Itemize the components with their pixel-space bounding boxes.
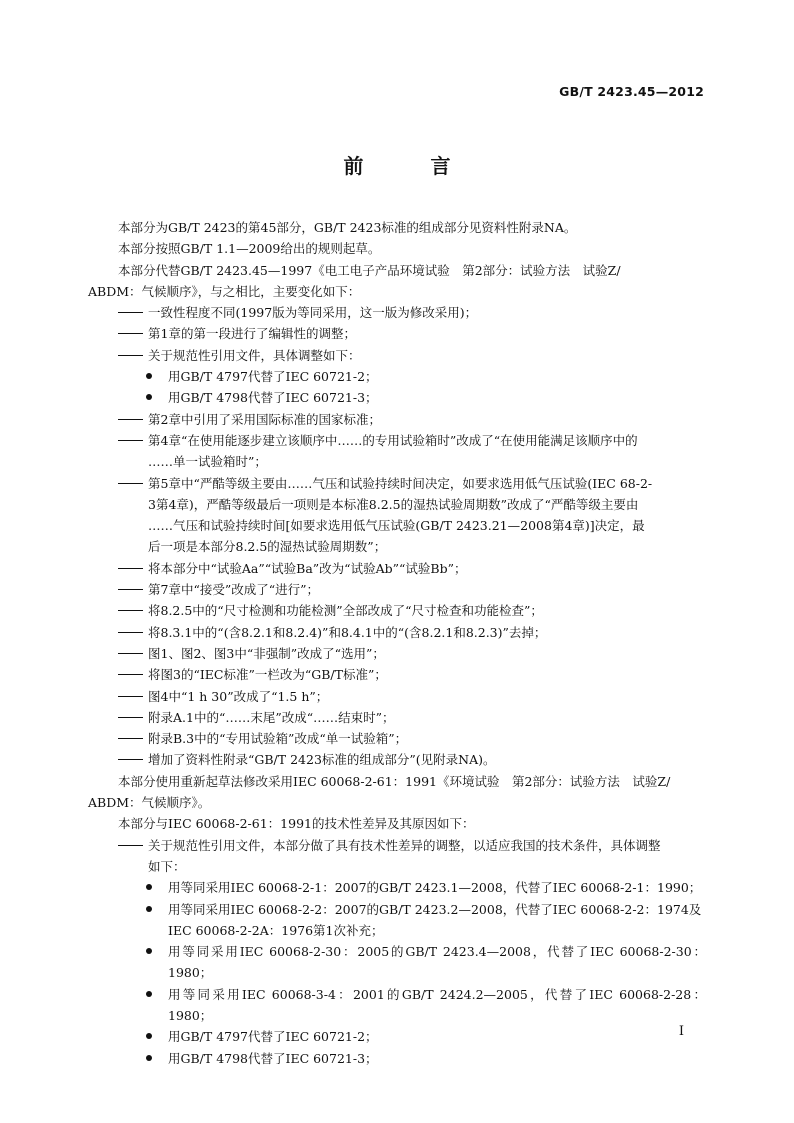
bullet-item: 用等同采用IEC 60068-2-30：2005的GB/T 2423.4—2008，代替了IEC 60068-2-30：1980；	[118, 941, 706, 984]
bullet-item: 用GB/T 4798代替了IEC 60721-3；	[118, 387, 706, 408]
bullet-item: 用GB/T 4798代替了IEC 60721-3；	[118, 1048, 706, 1069]
change-item: 增加了资料性附录“GB/T 2423标准的组成部分”(见附录NA)。	[118, 749, 706, 770]
change-item: 第7章中“接受”改成了“进行”；	[118, 579, 706, 600]
paragraph-drafting-rules: 本部分按照GB/T 1.1—2009给出的规则起草。	[118, 241, 381, 257]
bullet-dot-icon	[146, 373, 152, 379]
bullet-dot-icon	[146, 884, 152, 890]
bullet-item: 用等同采用IEC 60068-3-4：2001的GB/T 2424.2—2005，代替了IEC 60068-2-28：1980；	[118, 984, 706, 1027]
paragraph-adoption-line1: 本部分使用重新起草法修改采用IEC 60068-2-61：1991《环境试验 第2部分：试验方法 试验Z/	[118, 773, 671, 789]
bullet-dot-icon	[146, 394, 152, 400]
paragraph-differences: 本部分与IEC 60068-2-61：1991的技术性差异及其原因如下：	[118, 816, 475, 832]
change-item: 图1、图2、图3中“非强制”改成了“选用”；	[118, 643, 706, 664]
page-title: 前 言	[343, 154, 481, 178]
paragraph-adoption-line2: ABDM：气候顺序》。	[88, 795, 211, 811]
change-item: 将8.2.5中的“尺寸检测和功能检测”全部改成了“尺寸检查和功能检查”；	[118, 600, 706, 621]
bullet-dot-icon	[146, 906, 152, 912]
bullet-item: 用GB/T 4797代替了IEC 60721-2；	[118, 1026, 706, 1047]
change-item: 将本部分中“试验Aa”“试验Ba”改为“试验Ab”“试验Bb”；	[118, 558, 706, 579]
paragraph-replaces-line1: 本部分代替GB/T 2423.45—1997《电工电子产品环境试验 第2部分：试验方法 试验Z/	[118, 262, 621, 278]
change-item: 将图3的“IEC标准”一栏改为“GB/T标准”；	[118, 664, 706, 685]
standard-code: GB/T 2423.45—2012	[559, 84, 704, 99]
change-item: 图4中“1 h 30”改成了“1.5 h”；	[118, 686, 706, 707]
change-item: 关于规范性引用文件，具体调整如下：	[118, 345, 706, 366]
page-number: I	[678, 1024, 684, 1039]
change-item: 第4章“在使用能逐步建立该顺序中……的专用试验箱时”改成了“在使用能满足该顺序中的 ……单一试验箱时”；	[118, 430, 706, 473]
bullet-dot-icon	[146, 948, 152, 954]
change-item: 将8.3.1中的“(含8.2.1和8.2.4)”和8.4.1中的“(含8.2.1和8.2.3)”去掉；	[118, 622, 706, 643]
change-item: 第2章中引用了采用国际标准的国家标准；	[118, 409, 706, 430]
bullet-item: 用等同采用IEC 60068-2-1：2007的GB/T 2423.1—2008，代替了IEC 60068-2-1：1990；	[118, 877, 706, 898]
change-item: 第1章的第一段进行了编辑性的调整；	[118, 323, 706, 344]
bullet-item: 用GB/T 4797代替了IEC 60721-2；	[118, 366, 706, 387]
difference-item: 关于规范性引用文件，本部分做了具有技术性差异的调整，以适应我国的技术条件，具体调整 如下：	[118, 835, 706, 878]
change-item: 一致性程度不同(1997版为等同采用，这一版为修改采用)；	[118, 302, 706, 323]
change-item: 第5章中“严酷等级主要由……气压和试验持续时间决定，如要求选用低气压试验(IEC 68-2- 3第4章)，严酷等级最后一项则是本标准8.2.5的湿热试验周期数”改成了“严酷等级主要由 ……气压和试验持续时间[如要求选用低气压试验(GB/T 2423.21—2008第4章)]决定，最 后一项是本部分8.2.5的湿热试验周期数”；	[118, 473, 706, 558]
bullet-item: 用等同采用IEC 60068-2-2：2007的GB/T 2423.2—2008，代替了IEC 60068-2-2：1974及 IEC 60068-2-2A：1976第1次补充；	[118, 899, 706, 942]
bullet-dot-icon	[146, 1055, 152, 1061]
change-item: 附录A.1中的“……末尾”改成“……结束时”；	[118, 707, 706, 728]
paragraph-replaces-line2: ABDM：气候顺序》，与之相比，主要变化如下：	[88, 283, 361, 299]
bullet-dot-icon	[146, 991, 152, 997]
change-item: 附录B.3中的“专用试验箱”改成“单一试验箱”；	[118, 728, 706, 749]
paragraph-scope: 本部分为GB/T 2423的第45部分，GB/T 2423标准的组成部分见资料性附录NA。	[118, 220, 577, 235]
document-body	[88, 217, 706, 1069]
bullet-dot-icon	[146, 1033, 152, 1039]
